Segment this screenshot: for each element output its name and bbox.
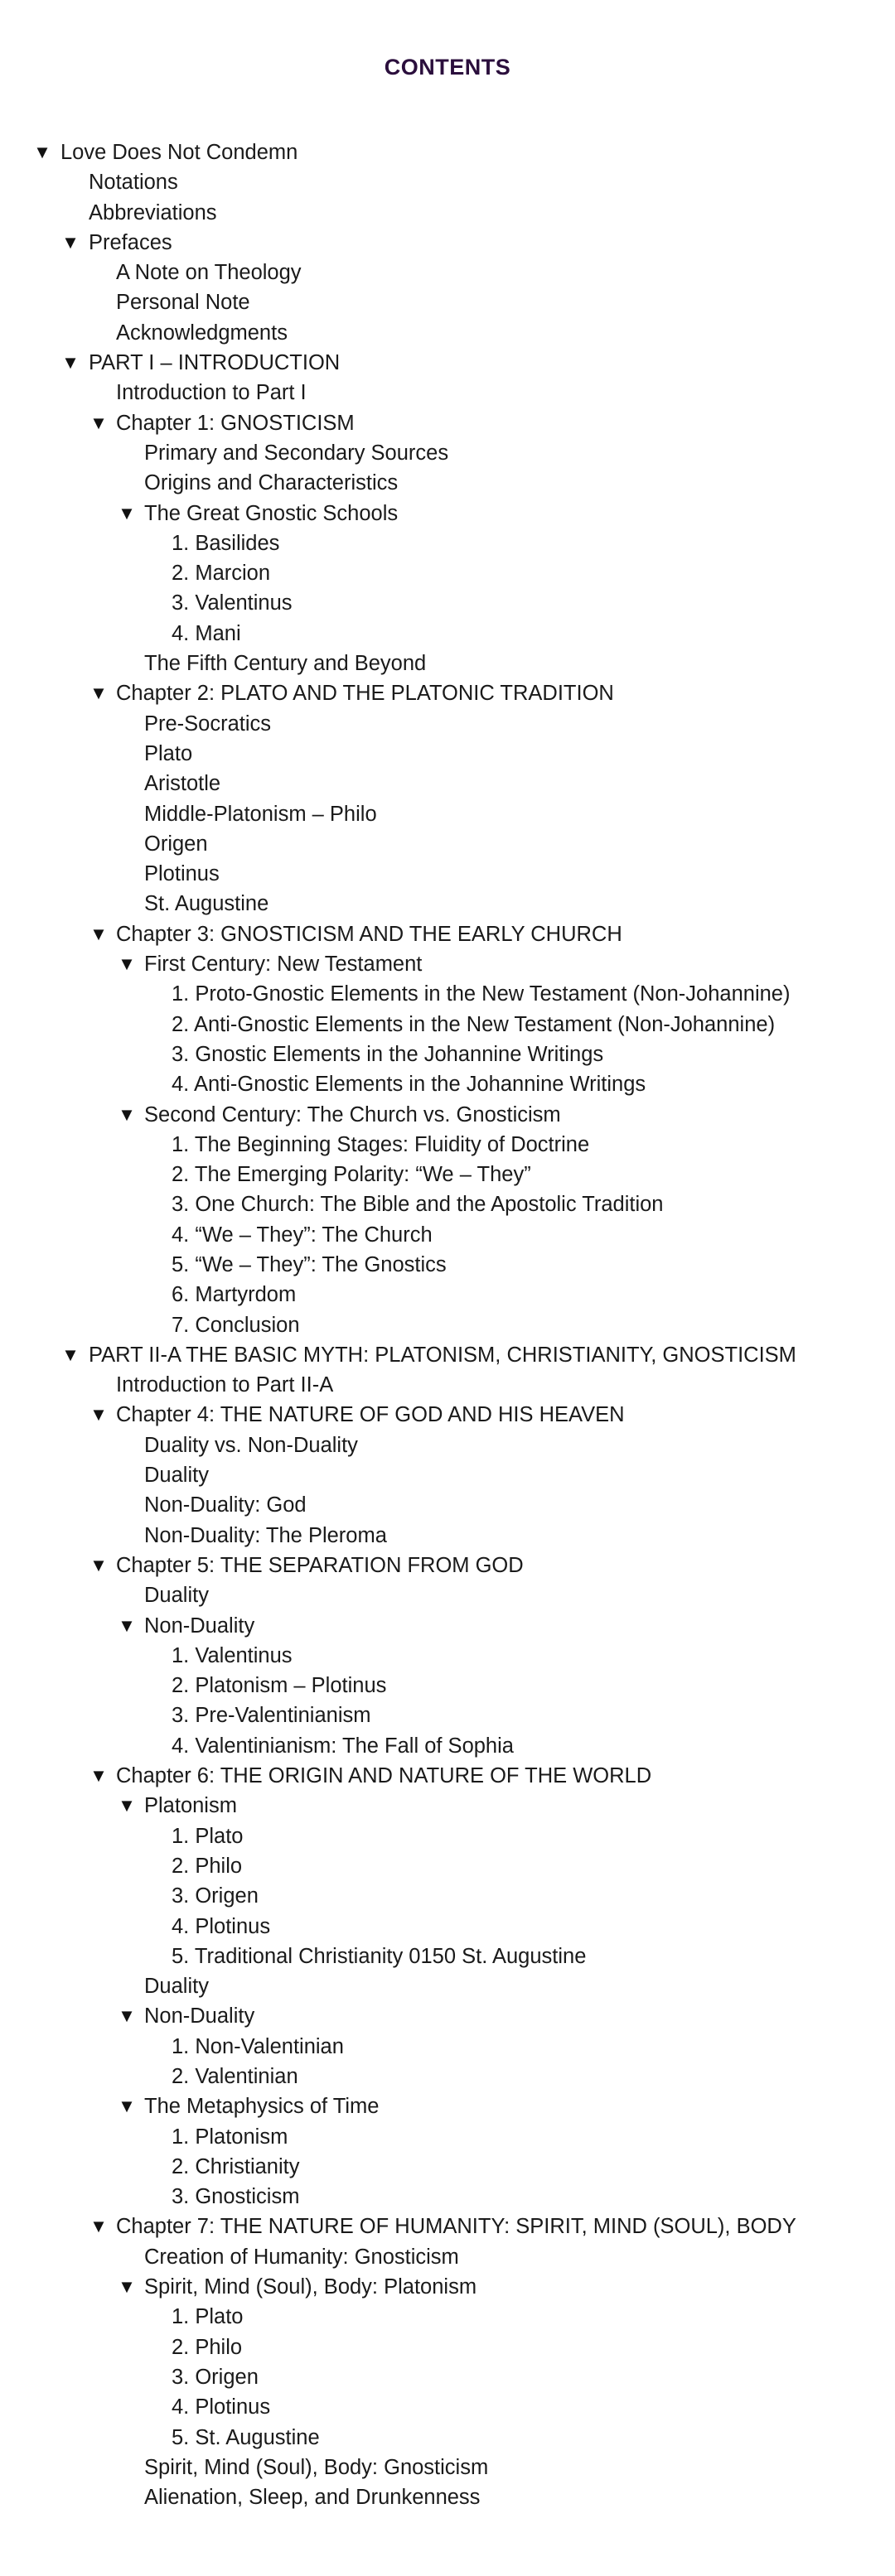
toc-item[interactable] [0, 979, 895, 1009]
toc-item-label[interactable]: 1. Plato [172, 1824, 244, 1848]
toc-item[interactable] [0, 1821, 895, 1851]
toc-item-label[interactable]: 1. Basilides [172, 531, 280, 555]
toc-item-label[interactable]: PART I – INTRODUCTION [89, 351, 341, 375]
toc-item[interactable] [0, 558, 895, 588]
toc-item[interactable] [0, 1791, 895, 1821]
toc-item[interactable] [0, 1040, 895, 1069]
toc-item[interactable] [0, 318, 895, 348]
toc-item[interactable] [0, 408, 895, 438]
toc-item-label[interactable]: 3. Gnostic Elements in the Johannine Writings [172, 1042, 604, 1066]
toc-item-label[interactable]: Chapter 3: GNOSTICISM AND THE EARLY CHURCH [116, 922, 622, 946]
toc-item-label[interactable]: Duality vs. Non-Duality [144, 1433, 358, 1457]
toc-item[interactable] [0, 287, 895, 317]
toc-item-label[interactable]: 5. “We – They”: The Gnostics [172, 1252, 447, 1276]
toc-item-label[interactable]: 2. Christianity [172, 2154, 300, 2178]
toc-item-label[interactable]: Chapter 6: THE ORIGIN AND NATURE OF THE WORLD [116, 1764, 652, 1788]
toc-item-label[interactable]: 4. Plotinus [172, 1914, 271, 1938]
toc-item[interactable] [0, 1912, 895, 1942]
toc-item[interactable] [0, 709, 895, 739]
expand-triangle-icon[interactable]: ▼ [118, 1614, 136, 1636]
toc-item[interactable] [0, 1761, 895, 1791]
toc-item-label[interactable]: Non-Duality [144, 2004, 255, 2028]
toc-item-label[interactable]: 2. Philo [172, 2335, 243, 2359]
toc-item[interactable] [0, 2091, 895, 2121]
toc-item-label[interactable]: Abbreviations [89, 200, 217, 224]
toc-item-label[interactable]: 5. Traditional Christianity 0150 St. Augustine [172, 1944, 587, 1968]
toc-item[interactable] [0, 889, 895, 919]
toc-item[interactable] [0, 2362, 895, 2392]
expand-triangle-icon[interactable]: ▼ [90, 1404, 108, 1425]
toc-item-label[interactable]: 4. Valentinianism: The Fall of Sophia [172, 1734, 514, 1758]
toc-item-label[interactable]: 6. Martyrdom [172, 1283, 297, 1307]
toc-item-label[interactable]: 2. Philo [172, 1854, 243, 1878]
toc-item-label[interactable]: Plato [144, 741, 193, 765]
toc-item[interactable] [0, 678, 895, 708]
toc-item-label[interactable]: 2. Valentinian [172, 2065, 298, 2088]
toc-item[interactable] [0, 1671, 895, 1700]
toc-item[interactable] [0, 1460, 895, 1490]
toc-item[interactable] [0, 619, 895, 649]
toc-item[interactable] [0, 2423, 895, 2453]
toc-item-label[interactable]: The Metaphysics of Time [144, 2095, 380, 2119]
toc-item-label[interactable]: Prefaces [89, 230, 172, 254]
expand-triangle-icon[interactable]: ▼ [90, 412, 108, 433]
toc-item[interactable] [0, 348, 895, 378]
toc-item-label[interactable]: Platonism [144, 1794, 237, 1818]
toc-item-label[interactable]: PART II-A THE BASIC MYTH: PLATONISM, CHRISTIANITY, GNOSTICISM [89, 1343, 796, 1367]
toc-item-label[interactable]: Acknowledgments [116, 321, 288, 345]
toc-item-label[interactable]: 4. “We – They”: The Church [172, 1223, 433, 1247]
toc-item-label[interactable]: The Fifth Century and Beyond [144, 652, 427, 676]
toc-item-label[interactable]: Origins and Characteristics [144, 471, 399, 495]
toc-item[interactable] [0, 198, 895, 228]
toc-item[interactable] [0, 167, 895, 197]
toc-item[interactable] [0, 1942, 895, 1971]
toc-item[interactable] [0, 1340, 895, 1370]
toc-item[interactable] [0, 799, 895, 829]
toc-item[interactable] [0, 2212, 895, 2241]
toc-item-label[interactable]: Spirit, Mind (Soul), Body: Gnosticism [144, 2455, 489, 2479]
toc-item[interactable] [0, 137, 895, 167]
toc-item[interactable] [0, 2001, 895, 2031]
toc-item-label[interactable]: 4. Mani [172, 621, 241, 645]
toc-item[interactable] [0, 1010, 895, 1040]
toc-item[interactable] [0, 1100, 895, 1130]
toc-item[interactable] [0, 1580, 895, 1610]
toc-item[interactable] [0, 378, 895, 408]
toc-item[interactable] [0, 228, 895, 258]
expand-triangle-icon[interactable]: ▼ [118, 953, 136, 975]
toc-item[interactable] [0, 528, 895, 558]
expand-triangle-icon[interactable]: ▼ [118, 2276, 136, 2298]
toc-item[interactable] [0, 2032, 895, 2062]
toc-item[interactable] [0, 1851, 895, 1881]
toc-item-label[interactable]: 1. Non-Valentinian [172, 2034, 344, 2058]
toc-item-label[interactable]: Aristotle [144, 772, 221, 796]
toc-item[interactable] [0, 1700, 895, 1730]
toc-item-label[interactable]: 1. Plato [172, 2305, 244, 2329]
toc-item[interactable] [0, 1069, 895, 1099]
expand-triangle-icon[interactable]: ▼ [118, 1795, 136, 1816]
toc-item[interactable] [0, 2302, 895, 2332]
toc-item[interactable] [0, 1521, 895, 1551]
toc-item-label[interactable]: Non-Duality [144, 1614, 255, 1638]
toc-item[interactable] [0, 1971, 895, 2001]
toc-item-label[interactable]: 5. St. Augustine [172, 2425, 320, 2449]
toc-item[interactable] [0, 1490, 895, 1520]
toc-item[interactable] [0, 2122, 895, 2152]
toc-item-label[interactable]: Primary and Secondary Sources [144, 441, 449, 465]
toc-item-label[interactable]: First Century: New Testament [144, 953, 423, 977]
toc-item-label[interactable]: 3. Origen [172, 1884, 259, 1908]
toc-item[interactable] [0, 919, 895, 949]
toc-item[interactable] [0, 2453, 895, 2482]
toc-item-label[interactable]: 7. Conclusion [172, 1313, 300, 1337]
toc-item-label[interactable]: Chapter 1: GNOSTICISM [116, 411, 355, 435]
toc-item[interactable] [0, 1220, 895, 1250]
toc-item[interactable] [0, 1130, 895, 1160]
toc-item-label[interactable]: 2. Platonism – Plotinus [172, 1674, 387, 1698]
toc-item-label[interactable]: Second Century: The Church vs. Gnosticism [144, 1102, 561, 1126]
toc-item-label[interactable]: The Great Gnostic Schools [144, 501, 399, 525]
toc-item[interactable] [0, 2242, 895, 2272]
toc-item-label[interactable]: St. Augustine [144, 892, 269, 916]
toc-item-label[interactable]: Chapter 7: THE NATURE OF HUMANITY: SPIRIT, MIND (SOUL), BODY [116, 2215, 796, 2239]
toc-item[interactable] [0, 258, 895, 287]
toc-item-label[interactable]: Duality [144, 1464, 209, 1488]
toc-item[interactable] [0, 1551, 895, 1580]
expand-triangle-icon[interactable]: ▼ [90, 1554, 108, 1575]
toc-item[interactable] [0, 829, 895, 859]
toc-item[interactable] [0, 1160, 895, 1189]
toc-item[interactable] [0, 1611, 895, 1641]
expand-triangle-icon[interactable]: ▼ [118, 502, 136, 523]
toc-item-label[interactable]: Personal Note [116, 291, 250, 315]
toc-item[interactable] [0, 769, 895, 798]
toc-item-label[interactable]: 2. Marcion [172, 562, 271, 586]
toc-item[interactable] [0, 2332, 895, 2362]
expand-triangle-icon[interactable]: ▼ [90, 1765, 108, 1787]
toc-item-label[interactable]: 2. Anti-Gnostic Elements in the New Testament (Non-Johannine) [172, 1012, 776, 1036]
toc-item-label[interactable]: Plotinus [144, 862, 220, 886]
expand-triangle-icon[interactable]: ▼ [61, 352, 80, 374]
toc-item[interactable] [0, 739, 895, 769]
toc-item-label[interactable]: Alienation, Sleep, and Drunkenness [144, 2486, 481, 2510]
toc-item-label[interactable]: Non-Duality: The Pleroma [144, 1523, 387, 1547]
toc-item[interactable] [0, 859, 895, 889]
toc-item[interactable] [0, 1310, 895, 1340]
table-of-contents [0, 137, 895, 2512]
toc-item[interactable] [0, 2272, 895, 2302]
toc-item[interactable] [0, 1370, 895, 1400]
toc-item-label[interactable]: 4. Anti-Gnostic Elements in the Johannine Writings [172, 1073, 646, 1097]
toc-item[interactable] [0, 949, 895, 979]
toc-item-label[interactable]: 3. Pre-Valentinianism [172, 1704, 371, 1728]
toc-item[interactable] [0, 438, 895, 468]
toc-item-label[interactable]: Duality [144, 1584, 209, 1608]
toc-item[interactable] [0, 1280, 895, 1310]
expand-triangle-icon[interactable]: ▼ [90, 923, 108, 944]
toc-item-label[interactable]: Chapter 2: PLATO AND THE PLATONIC TRADITION [116, 682, 614, 706]
expand-triangle-icon[interactable]: ▼ [61, 1343, 80, 1365]
toc-item[interactable] [0, 2152, 895, 2182]
toc-item-label[interactable]: 2. The Emerging Polarity: “We – They” [172, 1163, 531, 1187]
expand-triangle-icon[interactable]: ▼ [90, 683, 108, 704]
expand-triangle-icon[interactable]: ▼ [118, 1103, 136, 1125]
toc-item[interactable] [0, 1400, 895, 1430]
toc-item-label[interactable]: Non-Duality: God [144, 1493, 307, 1517]
toc-item[interactable] [0, 1189, 895, 1219]
toc-item-label[interactable]: 3. Origen [172, 2365, 259, 2389]
expand-triangle-icon[interactable]: ▼ [118, 2005, 136, 2027]
toc-item-label[interactable]: 1. Proto-Gnostic Elements in the New Testament (Non-Johannine) [172, 982, 791, 1006]
toc-item-label[interactable]: Duality [144, 1975, 209, 1999]
toc-item-label[interactable]: Pre-Socratics [144, 712, 272, 736]
toc-item-label[interactable]: Spirit, Mind (Soul), Body: Platonism [144, 2275, 477, 2299]
toc-item[interactable] [0, 499, 895, 528]
toc-item-label[interactable]: 3. Valentinus [172, 591, 293, 615]
toc-item-label[interactable]: Chapter 4: THE NATURE OF GOD AND HIS HEAVEN [116, 1403, 625, 1427]
expand-triangle-icon[interactable]: ▼ [61, 231, 80, 253]
toc-item-label[interactable]: Chapter 5: THE SEPARATION FROM GOD [116, 1553, 524, 1577]
toc-item[interactable] [0, 2482, 895, 2512]
toc-item[interactable] [0, 588, 895, 618]
toc-item[interactable] [0, 2062, 895, 2091]
toc-item-label[interactable]: 1. Valentinus [172, 1643, 293, 1667]
toc-item-label[interactable]: 3. Gnosticism [172, 2185, 300, 2209]
expand-triangle-icon[interactable]: ▼ [33, 142, 51, 162]
toc-item[interactable] [0, 1641, 895, 1671]
toc-item-label[interactable]: Origen [144, 832, 208, 856]
toc-item-label[interactable]: 3. One Church: The Bible and the Apostolic Tradition [172, 1193, 664, 1217]
page-title: CONTENTS [384, 55, 511, 80]
toc-item-label[interactable]: A Note on Theology [116, 261, 302, 285]
toc-item-label[interactable]: 4. Plotinus [172, 2395, 271, 2419]
toc-item[interactable] [0, 468, 895, 498]
expand-triangle-icon[interactable]: ▼ [90, 2216, 108, 2237]
toc-item[interactable] [0, 2392, 895, 2422]
toc-item-label[interactable]: Creation of Humanity: Gnosticism [144, 2245, 459, 2269]
toc-item[interactable] [0, 1430, 895, 1460]
toc-item[interactable] [0, 1881, 895, 1911]
toc-item-label[interactable]: Middle-Platonism – Philo [144, 802, 377, 826]
toc-item[interactable] [0, 1250, 895, 1280]
toc-item-label[interactable]: 1. Platonism [172, 2125, 288, 2149]
toc-item-label[interactable]: Introduction to Part II-A [116, 1373, 334, 1397]
toc-item-label[interactable]: Notations [89, 171, 178, 195]
toc-item[interactable] [0, 2182, 895, 2212]
toc-item-label[interactable]: Love Does Not Condemn [60, 141, 298, 164]
expand-triangle-icon[interactable]: ▼ [118, 2096, 136, 2117]
toc-item[interactable] [0, 649, 895, 678]
toc-item-label[interactable]: Introduction to Part I [116, 381, 307, 405]
toc-item[interactable] [0, 1731, 895, 1761]
toc-item-label[interactable]: 1. The Beginning Stages: Fluidity of Doctrine [172, 1132, 590, 1156]
